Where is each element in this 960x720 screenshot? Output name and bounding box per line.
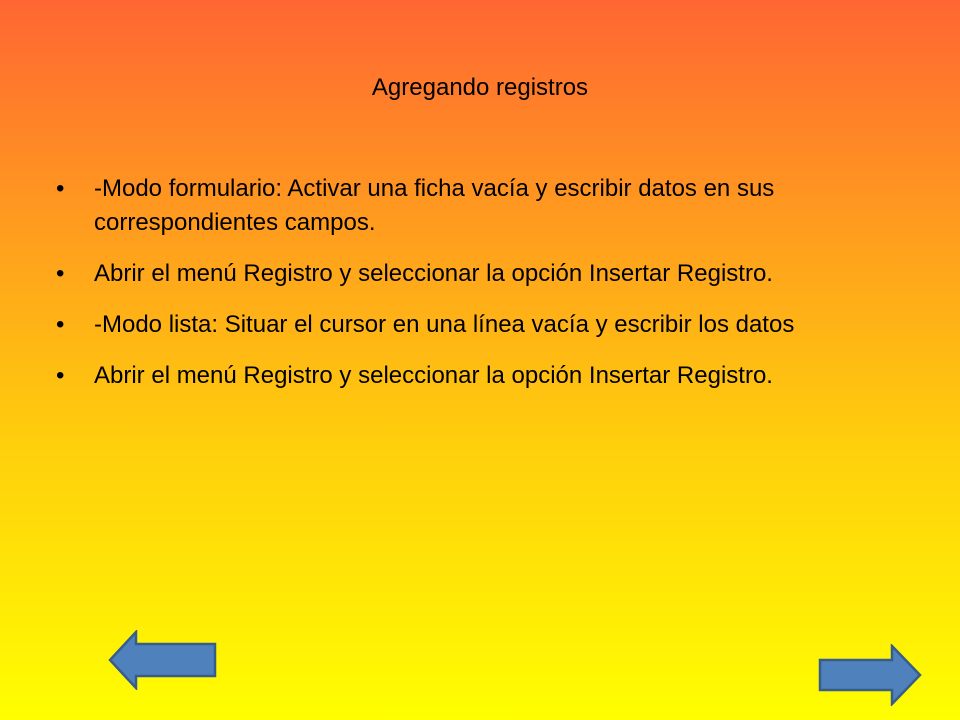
bullet-text: Abrir el menú Registro y seleccionar la opción Insertar Registro. — [94, 362, 773, 389]
bullet-item — [56, 359, 876, 393]
bullet-symbol: • — [56, 362, 65, 389]
bullet-symbol: • — [56, 311, 65, 338]
previous-slide-button[interactable] — [108, 630, 218, 690]
bullet-item — [56, 308, 876, 342]
left-arrow-icon — [108, 630, 218, 690]
next-slide-button[interactable] — [818, 644, 922, 706]
bullet-item — [56, 257, 876, 291]
bullet-symbol: • — [56, 260, 65, 287]
right-arrow-icon — [818, 644, 922, 706]
bullet-symbol: • — [56, 175, 65, 202]
bullet-text: -Modo formulario: Activar una ficha vacía y escribir datos en sus correspondientes campos. — [94, 175, 775, 236]
bullet-text: Abrir el menú Registro y seleccionar la opción Insertar Registro. — [94, 260, 773, 287]
bullet-item — [56, 172, 876, 240]
bullet-list — [56, 172, 876, 410]
slide-title: Agregando registros — [371, 74, 589, 101]
bullet-text: -Modo lista: Situar el cursor en una línea vacía y escribir los datos — [94, 311, 795, 338]
